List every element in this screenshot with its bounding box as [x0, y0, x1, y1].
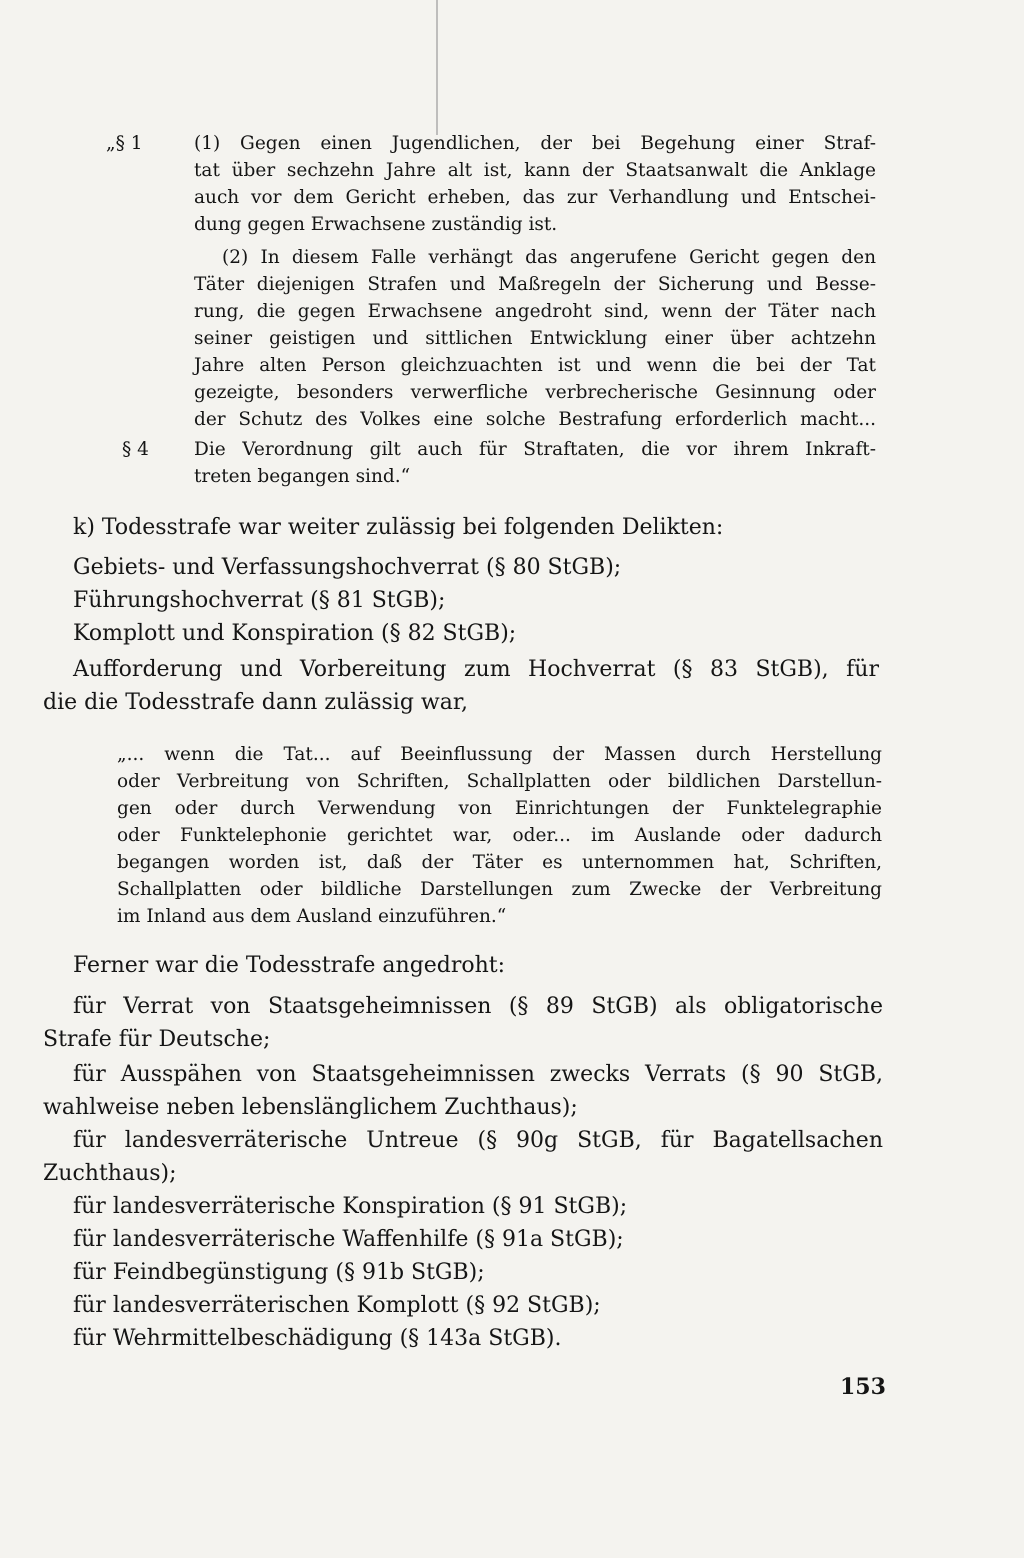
- offense-item: für landesverräterische Waffenhilfe (§ 91a StGB);: [73, 1227, 624, 1252]
- quote1-line: (1) Gegen einen Jugendlichen, der bei Begehung einer Straf-: [194, 133, 876, 154]
- quote2-line: begangen worden ist, daß der Täter es unternommen hat, Schriften,: [117, 852, 882, 873]
- quote2-line: im Inland aus dem Ausland einzuführen.“: [117, 906, 507, 927]
- body-line: für Ausspähen von Staatsgeheimnissen zwecks Verrats (§ 90 StGB,: [73, 1062, 883, 1087]
- quote1-line: (2) In diesem Falle verhängt das angerufene Gericht gegen den: [222, 247, 876, 268]
- offense-item: Komplott und Konspiration (§ 82 StGB);: [73, 621, 517, 646]
- offense-item: Gebiets- und Verfassungshochverrat (§ 80 StGB);: [73, 555, 622, 580]
- body-line: Zuchthaus);: [43, 1161, 177, 1186]
- body-line: wahlweise neben lebenslänglichem Zuchthaus);: [43, 1095, 578, 1120]
- body-line: Strafe für Deutsche;: [43, 1027, 271, 1052]
- body-line: für Verrat von Staatsgeheimnissen (§ 89 StGB) als obligatorische: [73, 994, 883, 1019]
- quote1-line: seiner geistigen und sittlichen Entwicklung einer über achtzehn: [194, 328, 876, 349]
- body-line: für landesverräterische Untreue (§ 90g StGB, für Bagatellsachen: [73, 1128, 883, 1153]
- paragraph-label-4: § 4: [122, 439, 149, 460]
- section-heading: k) Todesstrafe war weiter zulässig bei folgenden Delikten:: [73, 515, 724, 540]
- offense-item: für Feindbegünstigung (§ 91b StGB);: [73, 1260, 485, 1285]
- paragraph-label-1: „§ 1: [106, 133, 143, 154]
- body-line: Aufforderung und Vorbereitung zum Hochverrat (§ 83 StGB), für: [73, 657, 879, 682]
- offense-item: Führungshochverrat (§ 81 StGB);: [73, 588, 446, 613]
- section-intro: Ferner war die Todesstrafe angedroht:: [73, 953, 506, 978]
- quote1-line: tat über sechzehn Jahre alt ist, kann der Staatsanwalt die Anklage: [194, 160, 876, 181]
- body-line: die die Todesstrafe dann zulässig war,: [43, 690, 468, 715]
- quote1-line: gezeigte, besonders verwerfliche verbrecherische Gesinnung oder: [194, 382, 876, 403]
- quote2-line: Schallplatten oder bildliche Darstellungen zum Zwecke der Verbreitung: [117, 879, 882, 900]
- quote1-line: treten begangen sind.“: [194, 466, 411, 487]
- page-number: 153: [840, 1374, 886, 1400]
- quote1-line: Täter diejenigen Strafen und Maßregeln der Sicherung und Besse-: [194, 274, 876, 295]
- quote1-line: auch vor dem Gericht erheben, das zur Verhandlung und Entschei-: [194, 187, 876, 208]
- gutter-line: [436, 0, 438, 135]
- quote2-line: gen oder durch Verwendung von Einrichtungen der Funktelegraphie: [117, 798, 882, 819]
- offense-item: für landesverräterische Konspiration (§ 91 StGB);: [73, 1194, 628, 1219]
- quote2-line: oder Verbreitung von Schriften, Schallplatten oder bildlichen Darstellun-: [117, 771, 882, 792]
- quote1-line: der Schutz des Volkes eine solche Bestrafung erforderlich macht...: [194, 409, 876, 430]
- quote1-line: dung gegen Erwachsene zuständig ist.: [194, 214, 558, 235]
- quote2-line: „... wenn die Tat... auf Beeinflussung der Massen durch Herstellung: [117, 744, 882, 765]
- quote1-line: Die Verordnung gilt auch für Straftaten, die vor ihrem Inkraft-: [194, 439, 876, 460]
- quote1-line: Jahre alten Person gleichzuachten ist und wenn die bei der Tat: [194, 355, 876, 376]
- offense-item: für Wehrmittelbeschädigung (§ 143a StGB).: [73, 1326, 562, 1351]
- quote1-line: rung, die gegen Erwachsene angedroht sind, wenn der Täter nach: [194, 301, 876, 322]
- quote2-line: oder Funktelephonie gerichtet war, oder... im Auslande oder dadurch: [117, 825, 882, 846]
- offense-item: für landesverräterischen Komplott (§ 92 StGB);: [73, 1293, 601, 1318]
